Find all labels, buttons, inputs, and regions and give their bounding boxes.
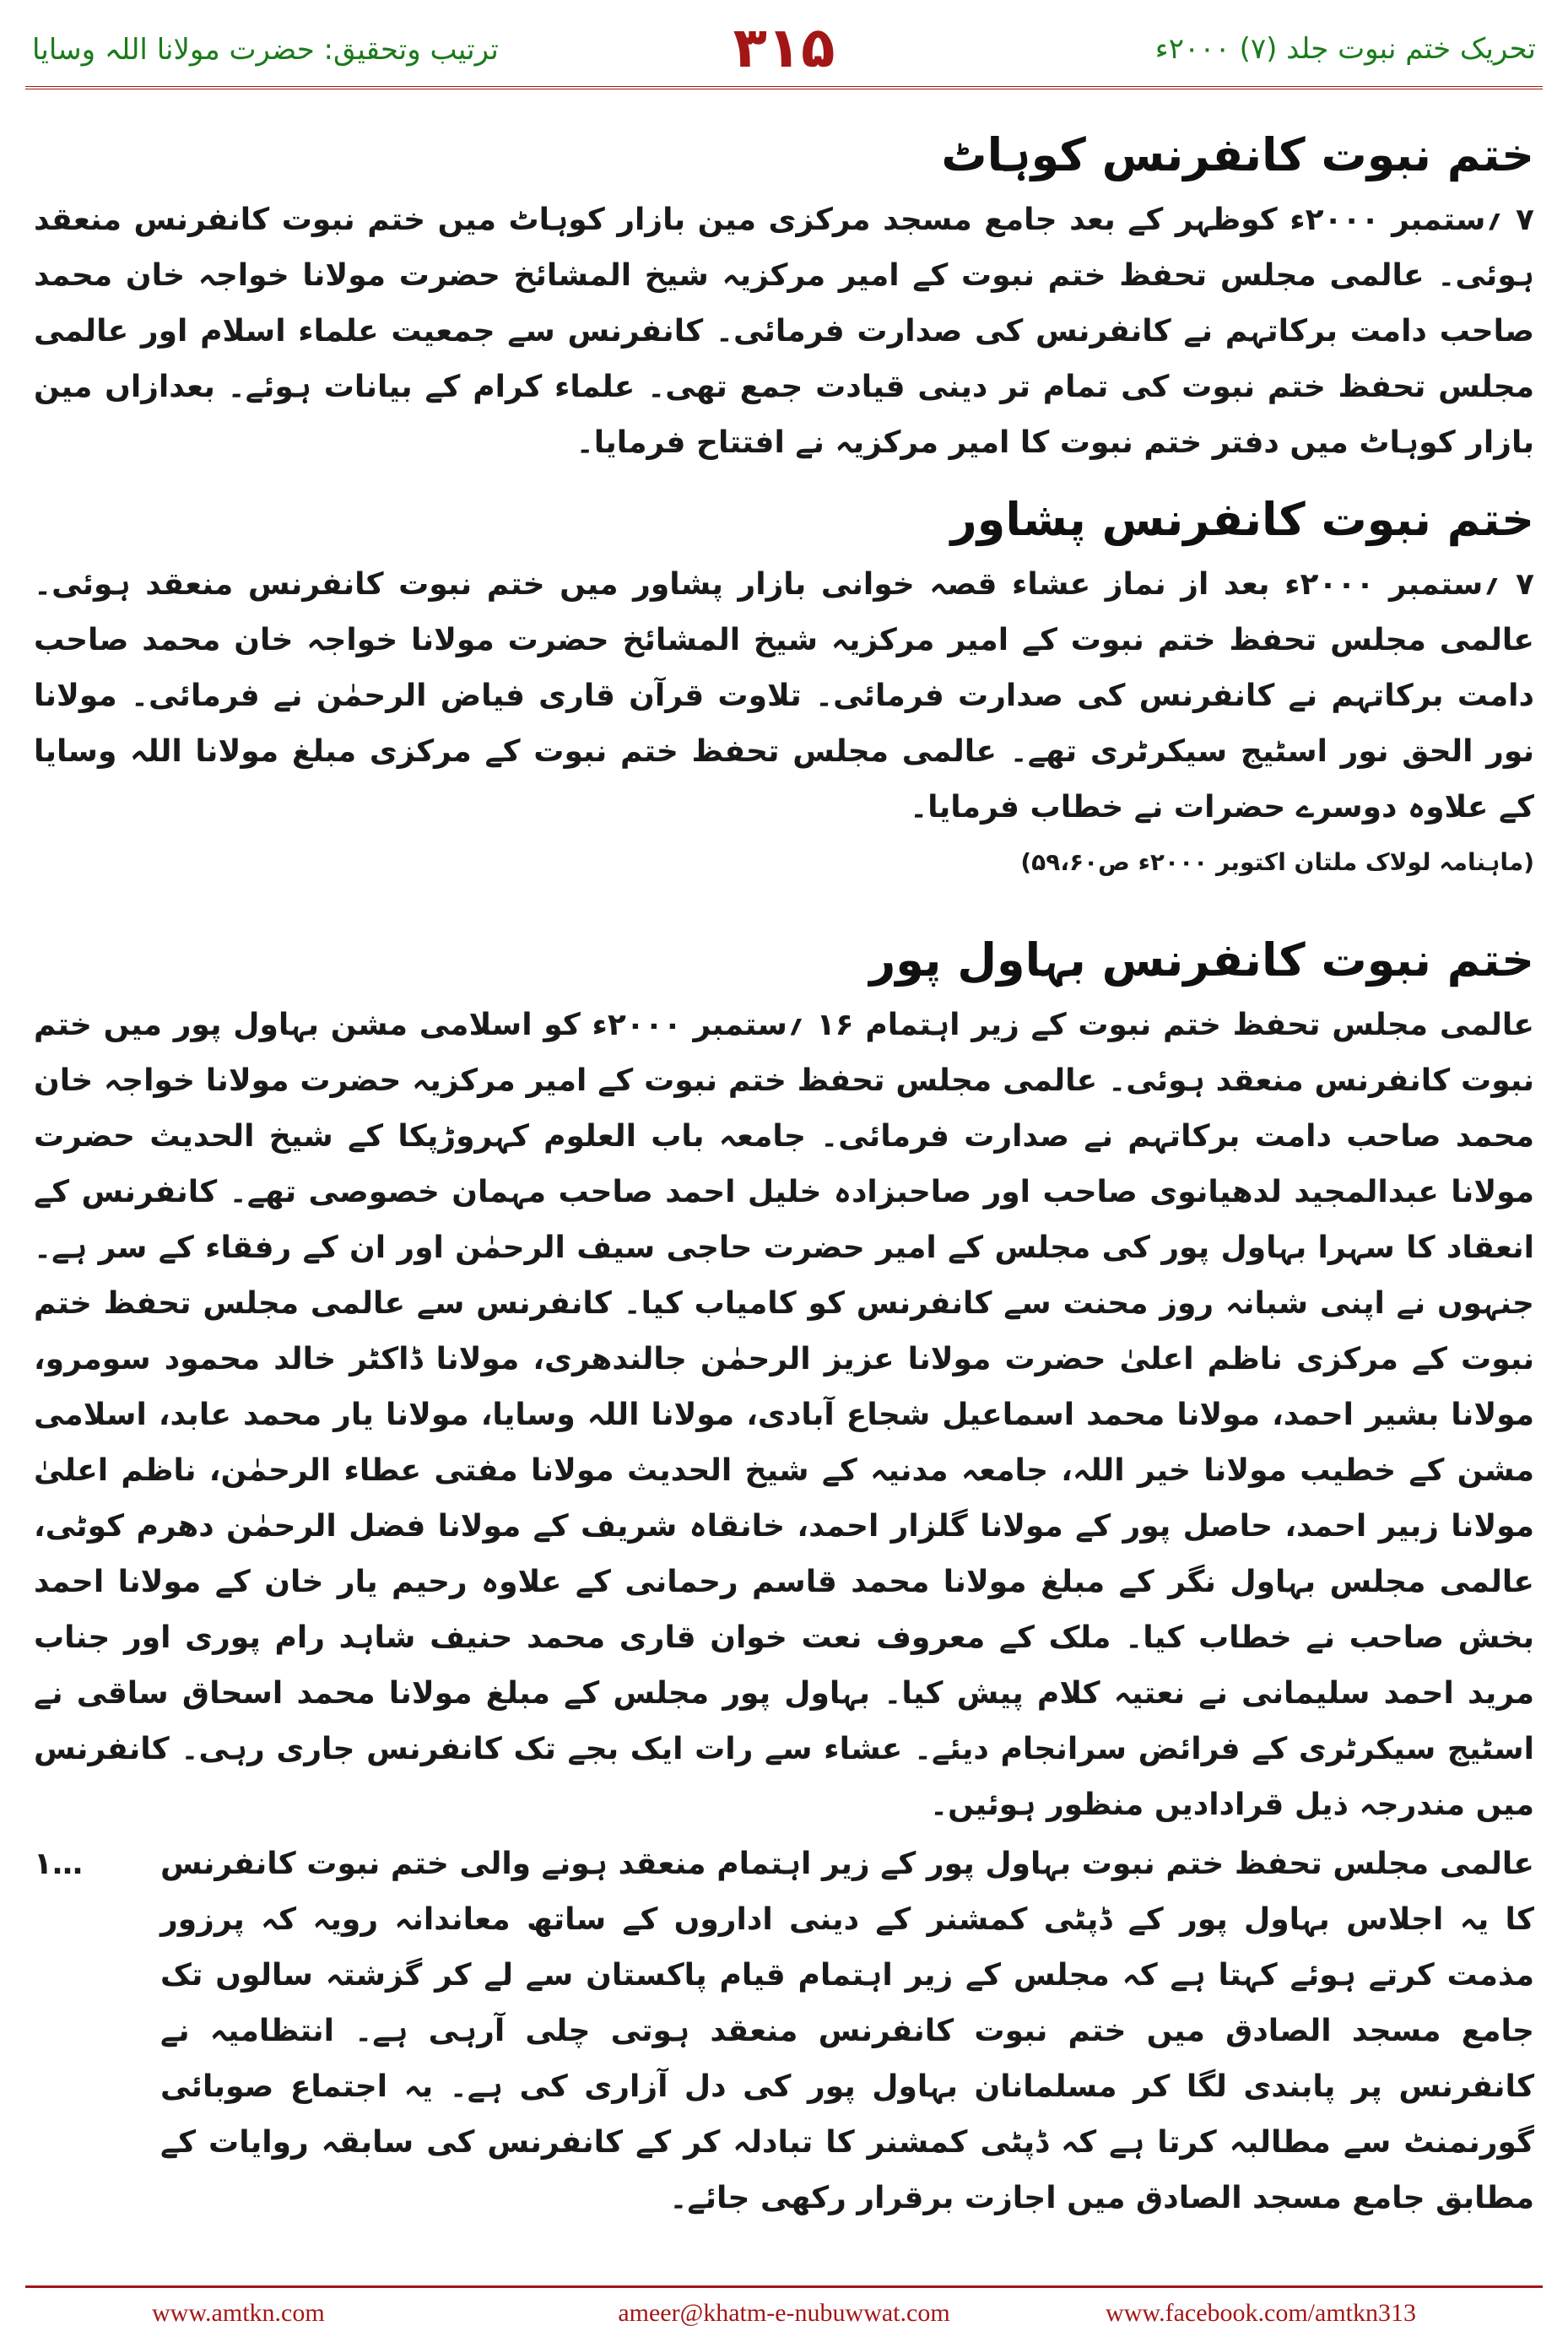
section-paragraph-bahawalpur: عالمی مجلس تحفظ ختم نبوت کے زیر اہتمام ۱۶ ؍ستمبر ۲۰۰۰ء کو اسلامی مشن بہاول پور میں ختم نبوت کانفرنس منعقد ہوئی۔ عالمی مجلس تحفظ ختم نبوت کے امیر مرکزیہ حضرت مولانا خواجہ خان محمد صاحب دامت برکاتہم نے صدارت فرمائی۔ جامعہ باب العلوم کہروڑپکا کے شیخ الحدیث حضرت مولانا عبدالمجید لدھیانوی صاحب اور صاحبزادہ خلیل احمد صاحب مہمان خصوصی تھے۔ کانفرنس کے انعقاد کا سہرا بہاول پور کی مجلس کے امیر حضرت حاجی سیف الرحمٰن اور ان کے رفقاء کے سر ہے۔ جنہوں نے اپنی شبانہ روز محنت سے کانفرنس کو کامیاب کیا۔ کانفرنس سے عالمی مجلس تحفظ ختم نبوت کے مرکزی ناظم اعلیٰ حضرت مولانا عزیز الرحمٰن جالندھری، مولانا ڈاکٹر خالد محمود سومرو، مولانا بشیر احمد، مولانا محمد اسماعیل شجاع آبادی، مولانا اللہ وسایا، مولانا یار محمد عابد، اسلامی مشن کے خطیب مولانا خیر اللہ، جامعہ مدنیہ کے شیخ الحدیث مولانا مفتی عطاء الرحمٰن، ناظم اعلیٰ مولانا زبیر احمد، حاصل پور کے مولانا گلزار احمد، خانقاہ شریف کے مولانا فضل الرحمٰن دھرم کوٹی، عالمی مجلس بہاول نگر کے مبلغ مولانا محمد قاسم رحمانی کے علاوہ رحیم یار خان کے مولانا احمد بخش صاحب نے خطاب کیا۔ ملک کے معروف نعت خوان قاری محمد حنیف شاہد رام پوری اور جناب مرید احمد سلیمانی نے نعتیہ کلام پیش کیا۔ بہاول پور مجلس کے مبلغ مولانا محمد اسحاق ساقی نے اسٹیج سیکرٹری کے فرائض سرانجام دیئے۔ عشاء سے رات ایک بجے تک کانفرنس جاری رہی۔ کانفرنس میں مندرجہ ذیل قرادادیں منظور ہوئیں۔ [34, 1008, 1535, 1822]
resolution-text: عالمی مجلس تحفظ ختم نبوت بہاول پور کے زیر اہتمام منعقد ہونے والی ختم نبوت کانفرنس کا یہ اجلاس بہاول پور کے ڈپٹی کمشنر کے دینی اداروں کے ساتھ معاندانہ رویہ کہ پرزور مذمت کرتے ہوئے کہتا ہے کہ مجلس کے زیر اہتمام قیام پاکستان سے لے کر گزشتہ سالوں تک جامع مسجد الصادق میں ختم نبوت کانفرنس منعقد ہوتی چلی آرہی ہے۔ انتظامیہ نے کانفرنس پر پابندی لگا کر مسلمانان بہاول پور کی دل آزاری کی ہے۔ یہ اجتماع صوبائی گورنمنٹ سے مطالبہ کرتا ہے کہ ڈپٹی کمشنر کا تبادلہ کر کے کانفرنس کی سابقہ روایات کے مطابق جامع مسجد الصادق میں اجازت برقرار رکھی جائے۔ [160, 1847, 1534, 2215]
section-heading-peshawar: ختم نبوت کانفرنس پشاور [950, 493, 1534, 546]
header-compiler-credit: ترتیب وتحقیق: حضرت مولانا اللہ وسایا [32, 33, 499, 67]
section-paragraph-peshawar: ۷ ؍ستمبر ۲۰۰۰ء بعد از نماز عشاء قصہ خوانی بازار پشاور میں ختم نبوت کانفرنس منعقد ہوئی۔ عالمی مجلس تحفظ ختم نبوت کے امیر مرکزیہ شیخ المشائخ حضرت مولانا خواجہ خان محمد صاحب دامت برکاتہم نے کانفرنس کی صدارت فرمائی۔ تلاوت قرآن قاری فیاض الرحمٰن نے فرمائی۔ مولانا نور الحق نور اسٹیج سیکرٹری تھے۔ عالمی مجلس تحفظ ختم نبوت کے مرکزی مبلغ مولانا اللہ وسایا کے علاوہ دوسرے حضرات نے خطاب فرمایا۔ [34, 567, 1535, 825]
footer-divider [25, 2285, 1543, 2288]
page-header [0, 0, 1568, 84]
footer-email-link[interactable]: ameer@khatm-e-nubuwwat.com [618, 2299, 950, 2327]
page-content [34, 118, 1534, 2226]
footer-website-link[interactable]: www.amtkn.com [152, 2299, 325, 2327]
citation: (ماہنامہ لولاک ملتان اکتوبر ۲۰۰۰ء ص۵۹،۶۰) [1020, 848, 1534, 876]
section-paragraph-kohat: ۷ ؍ستمبر ۲۰۰۰ء کوظہر کے بعد جامع مسجد مرکزی مین بازار کوہاٹ میں ختم نبوت کانفرنس منعقد ہوئی۔ عالمی مجلس تحفظ ختم نبوت کے امیر مرکزیہ شیخ المشائخ حضرت مولانا خواجہ خان محمد صاحب دامت برکاتہم نے کانفرنس کی صدارت فرمائی۔ کانفرنس سے جمعیت علماء اسلام اور عالمی مجلس تحفظ ختم نبوت کی تمام تر دینی قیادت جمع تھی۔ علماء کرام کے بیانات ہوئے۔ بعدازاں مین بازار کوہاٹ میں دفتر ختم نبوت کا امیر مرکزیہ نے افتتاح فرمایا۔ [34, 203, 1534, 460]
header-divider [25, 86, 1543, 89]
header-book-title: تحریک ختم نبوت جلد (۷) ۲۰۰۰ء [1154, 32, 1536, 66]
page-number: ۳۱۵ [733, 15, 835, 80]
resolution-item [34, 1836, 1534, 2226]
footer-facebook-link[interactable]: www.facebook.com/amtkn313 [1106, 2299, 1416, 2327]
resolution-number: ۱… [34, 1847, 83, 1881]
section-heading-bahawalpur: ختم نبوت کانفرنس بہاول پور [869, 933, 1534, 987]
section-heading-kohat: ختم نبوت کانفرنس کوہاٹ [941, 128, 1534, 181]
page-footer [0, 2294, 1568, 2336]
